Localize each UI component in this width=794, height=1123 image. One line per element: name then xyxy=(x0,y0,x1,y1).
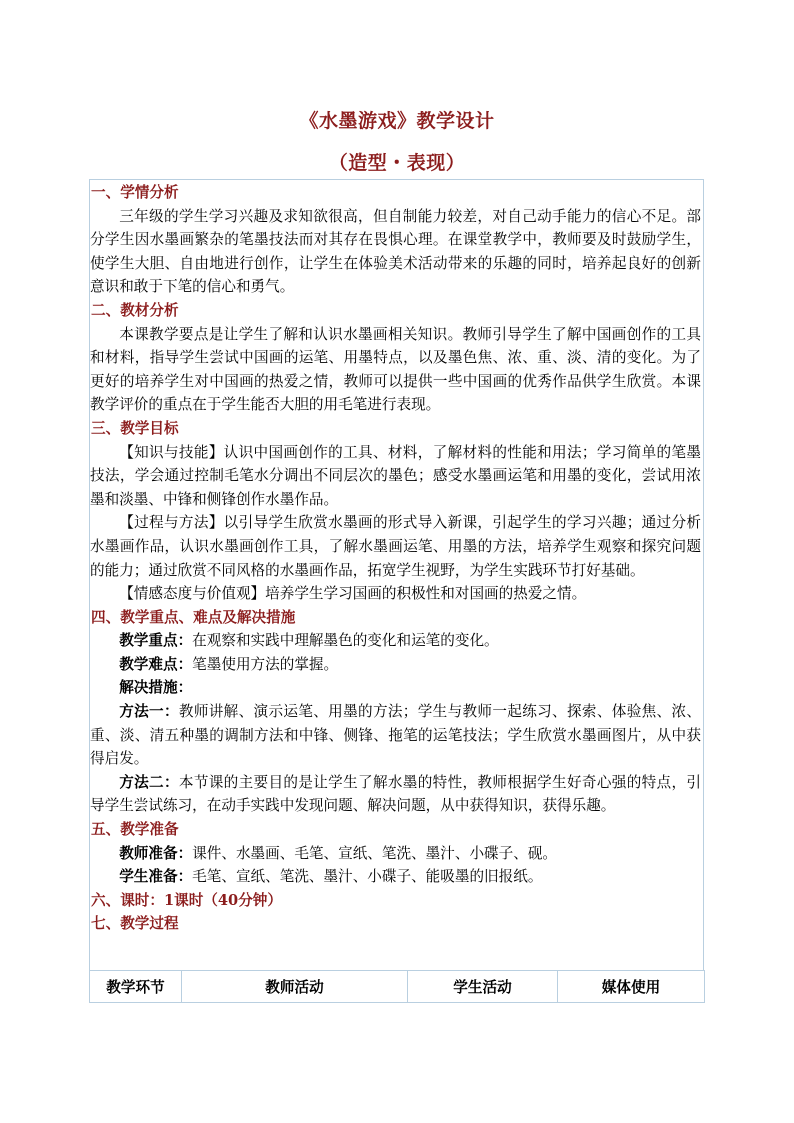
column-header: 学生活动 xyxy=(408,971,558,1003)
paragraph xyxy=(90,653,704,677)
document-body xyxy=(90,181,704,936)
label: 教学难点： xyxy=(119,655,193,673)
section-heading-objectives: 三、教学目标 xyxy=(91,419,179,437)
label: 教师准备： xyxy=(119,844,193,862)
document-subtitle: （造型・表现） xyxy=(328,152,466,174)
section-heading-material-analysis: 二、教材分析 xyxy=(91,301,179,319)
section-heading-teaching-process: 七、教学过程 xyxy=(91,915,179,933)
label: 方法一： xyxy=(119,703,179,721)
paragraph xyxy=(90,842,704,866)
label: 教学重点： xyxy=(119,632,193,650)
label: 方法二： xyxy=(119,773,179,791)
section-heading-class-hours: 六、课时：1课时（40分钟） xyxy=(91,891,282,909)
paragraph: 【过程与方法】以引导学生欣赏水墨画的形式导入新课，引起学生的学习兴趣；通过分析水墨画作品，认识水墨画创作工具，了解水墨画运笔、用墨的方法，培养学生观察和探究问题的能力；通过欣赏不同风格的水墨画作品，拓宽学生视野，为学生实践环节打好基础。 xyxy=(90,514,701,579)
text: 毛笔、宣纸、笔洗、墨汁、小碟子、能吸墨的旧报纸。 xyxy=(192,868,543,886)
text: 教师讲解、演示运笔、用墨的方法；学生与教师一起练习、探索、体验焦、浓、重、淡、清五种墨的调制方法和中锋、侧锋、拖笔的运笔技法；学生欣赏水墨画图片，从中获得启发。 xyxy=(90,703,701,768)
paragraph: 【情感态度与价值观】培养学生学习国画的积极性和对国画的热爱之情。 xyxy=(119,585,587,603)
paragraph xyxy=(90,676,704,700)
paragraph: 【知识与技能】认识中国画创作的工具、材料，了解材料的性能和用法；学习简单的笔墨技法，学会通过控制毛笔水分调出不同层次的墨色；感受水墨画运笔和用墨的变化，尝试用浓墨和淡墨、中锋和侧锋创作水墨作品。 xyxy=(90,443,701,508)
paragraph xyxy=(90,700,704,771)
text: 在观察和实践中理解墨色的变化和运笔的变化。 xyxy=(192,632,499,650)
paragraph: 本课教学要点是让学生了解和认识水墨画相关知识。教师引导学生了解中国画创作的工具和材料，指导学生尝试中国画的运笔、用墨特点，以及墨色焦、浓、重、淡、清的变化。为了更好的培养学生对中国画的热爱之情，教师可以提供一些中国画的优秀作品供学生欣赏。本课教学评价的重点在于学生能否大胆的用毛笔进行表现。 xyxy=(90,325,701,414)
section-heading-key-points: 四、教学重点、难点及解决措施 xyxy=(91,608,296,626)
paragraph xyxy=(90,771,704,818)
paragraph: 三年级的学生学习兴趣及求知欲很高，但自制能力较差，对自己动手能力的信心不足。部分学生因水墨画繁杂的笔墨技法而对其存在畏惧心理。在课堂教学中，教师要及时鼓励学生，使学生大胆、自由地进行创作，让学生在体验美术活动带来的乐趣的同时，培养起良好的创新意识和敢于下笔的信心和勇气。 xyxy=(90,207,701,296)
text: 笔墨使用方法的掌握。 xyxy=(192,655,339,673)
section-heading-preparation: 五、教学准备 xyxy=(91,821,179,839)
document-title: 《水墨游戏》教学设计 xyxy=(299,110,495,132)
label: 解决措施： xyxy=(119,679,193,697)
text: 课件、水墨画、毛笔、宣纸、笔洗、墨汁、小碟子、砚。 xyxy=(192,844,558,862)
column-header: 教学环节 xyxy=(90,971,182,1003)
paragraph xyxy=(90,865,704,889)
teaching-process-table xyxy=(89,970,705,1003)
section-heading-learner-analysis: 一、学情分析 xyxy=(91,184,179,201)
column-header: 教师活动 xyxy=(182,971,408,1003)
paragraph xyxy=(90,629,704,653)
column-header: 媒体使用 xyxy=(558,971,705,1003)
label: 学生准备： xyxy=(119,868,193,886)
text: 本节课的主要目的是让学生了解水墨的特性，教师根据学生好奇心强的特点，引导学生尝试练习，在动手实践中发现问题、解决问题，从中获得知识，获得乐趣。 xyxy=(90,773,701,815)
table-header-row xyxy=(90,971,705,1003)
